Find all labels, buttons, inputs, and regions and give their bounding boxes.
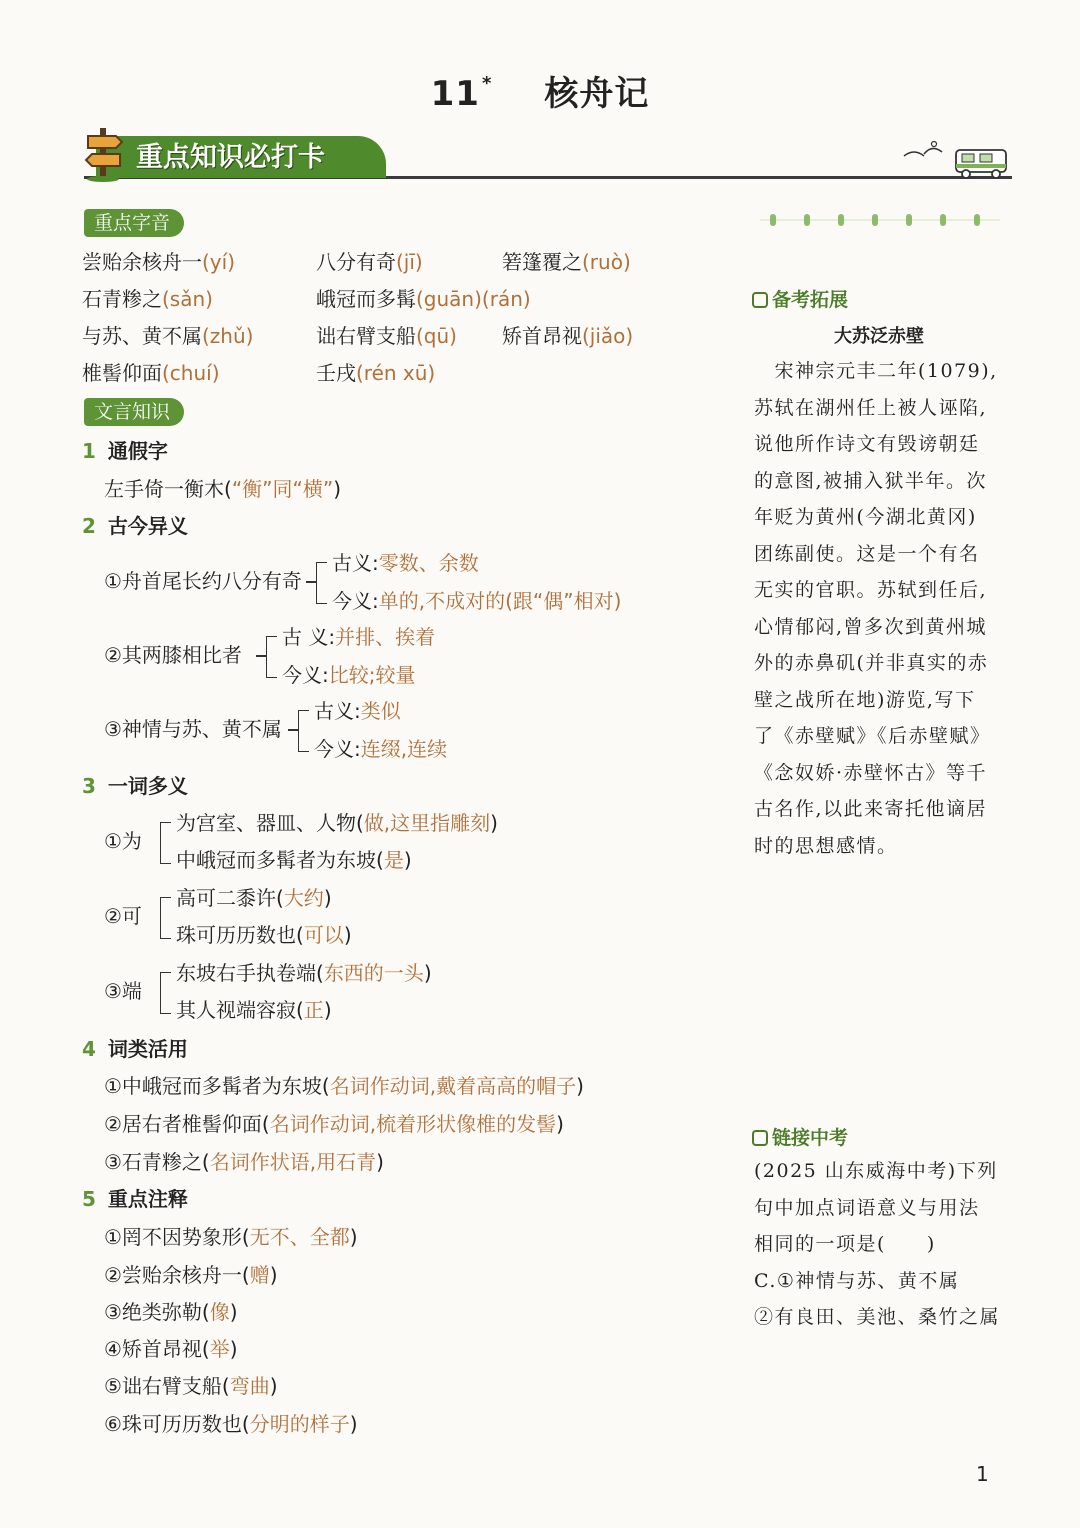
huoyong-item: ③石青糁之(名词作状语,用石青) <box>104 1150 384 1174</box>
gujin-head: ③神情与苏、黄不属 <box>104 717 282 741</box>
zhushi-item: ④矫首昂视(举) <box>104 1337 238 1361</box>
gujin-gu: 古义:零数、余数 <box>332 551 479 575</box>
pron-item: 箬篷覆之(ruò) <box>502 250 631 274</box>
zhushi-item: ⑤诎右臂支船(弯曲) <box>104 1374 278 1398</box>
heading-huoyong: 4 词类活用 <box>82 1037 188 1061</box>
duoyi-head: ②可 <box>104 904 142 928</box>
bracket-stem <box>256 655 266 657</box>
pron-item: 与苏、黄不属(zhǔ) <box>82 324 254 348</box>
camper-van-icon <box>900 134 1012 180</box>
side-question: (2025 山东威海中考)下列 句中加点词语意义与用法 相同的一项是( ) C.①神情与苏、黄不属 ②有良田、美池、桑竹之属 <box>754 1160 1001 1328</box>
banner-label: 重点知识必打卡 <box>136 142 325 173</box>
zhushi-item: ⑥珠可历历数也(分明的样子) <box>104 1412 358 1436</box>
gujin-jin: 今义:连缀,连续 <box>314 737 448 761</box>
gujin-head: ①舟首尾长约八分有奇 <box>104 569 302 593</box>
banner <box>96 136 386 178</box>
pron-item: 矫首昂视(jiǎo) <box>502 324 634 348</box>
huoyong-item: ②居右者椎髻仰面(名词作动词,梳着形状像椎的发髻) <box>104 1112 564 1136</box>
bracket-stem <box>288 729 298 731</box>
duoyi-b: 中峨冠而多髯者为东坡(是) <box>176 848 412 872</box>
heading-gujin: 2 古今异义 <box>82 514 188 538</box>
side-heading-beikao: 备考拓展 <box>752 285 848 312</box>
heading-duoyi: 3 一词多义 <box>82 774 188 798</box>
section-pill-pronunciation: 重点字音 <box>84 209 184 237</box>
huoyong-item: ①中峨冠而多髯者为东坡(名词作动词,戴着高高的帽子) <box>104 1074 584 1098</box>
zhushi-item: ③绝类弥勒(像) <box>104 1300 238 1324</box>
side-body: 宋神宗元丰二年(1079), 苏轼在湖州任上被人诬陷, 说他所作诗文有毁谤朝廷 的意图,被捕入狱半年。次 年贬为黄州(今湖北黄冈) 团练副使。这是一个有名 无实的官职。苏轼到任后, 心情郁闷,曾多次到黄州城 外的赤鼻矶(并非真实的赤 壁之战所在地)游览,写下 了《赤壁赋》《后赤壁赋》 《念奴娇·赤壁怀古》等千 古名作,以此来寄托他谪居 时的思想感情。 <box>754 360 998 857</box>
bracket <box>316 562 327 604</box>
duoyi-head: ③端 <box>104 979 142 1003</box>
pron-item: 椎髻仰面(chuí) <box>82 361 220 385</box>
link-icon <box>752 1130 768 1146</box>
bracket <box>266 636 277 678</box>
duoyi-a: 高可二黍许(大约) <box>176 886 332 910</box>
lesson-title: 核舟记 <box>544 74 650 114</box>
page-title <box>0 66 1080 115</box>
link-icon <box>752 292 768 308</box>
pron-item: 诎右臂支船(qū) <box>316 324 457 348</box>
gujin-gu: 古义:类似 <box>314 699 401 723</box>
side-subtitle: 大苏泛赤壁 <box>834 326 924 347</box>
lesson-mark: * <box>481 72 493 94</box>
duoyi-head: ①为 <box>104 829 142 853</box>
bracket-stem <box>306 581 316 583</box>
signpost-icon <box>82 124 126 182</box>
pron-item: 石青糁之(sǎn) <box>82 287 213 311</box>
bead-divider <box>760 212 1000 228</box>
lesson-number: 11 <box>430 74 480 114</box>
bracket <box>160 972 171 1014</box>
heading-zhushi: 5 重点注释 <box>82 1187 188 1211</box>
bracket <box>160 822 171 864</box>
duoyi-a: 为宫室、器皿、人物(做,这里指雕刻) <box>176 811 498 835</box>
pron-item: 峨冠而多髯(guān)(rán) <box>316 287 531 311</box>
bracket <box>298 710 309 752</box>
gujin-jin: 今义:单的,不成对的(跟“偶”相对) <box>332 589 622 613</box>
zhushi-item: ②尝贻余核舟一(赠) <box>104 1263 278 1287</box>
gujin-gu: 古 义:并排、挨着 <box>282 625 436 649</box>
pron-item: 八分有奇(jī) <box>316 250 423 274</box>
section-pill-wenyan: 文言知识 <box>84 398 184 426</box>
page-number: 1 <box>976 1462 989 1486</box>
tongjia-line: 左手倚一衡木(“衡”同“横”) <box>104 477 342 501</box>
duoyi-a: 东坡右手执卷端(东西的一头) <box>176 961 432 985</box>
gujin-head: ②其两膝相比者 <box>104 643 242 667</box>
zhushi-item: ①罔不因势象形(无不、全都) <box>104 1225 358 1249</box>
bracket <box>160 897 171 939</box>
side-heading-lianjie: 链接中考 <box>752 1123 848 1150</box>
pron-item: 尝贻余核舟一(yí) <box>82 250 235 274</box>
pron-item: 壬戌(rén xū) <box>316 361 436 385</box>
duoyi-b: 珠可历历数也(可以) <box>176 923 352 947</box>
gujin-jin: 今义:比较;较量 <box>282 663 416 687</box>
duoyi-b: 其人视端容寂(正) <box>176 998 332 1022</box>
heading-tongjia: 1 通假字 <box>82 439 168 463</box>
